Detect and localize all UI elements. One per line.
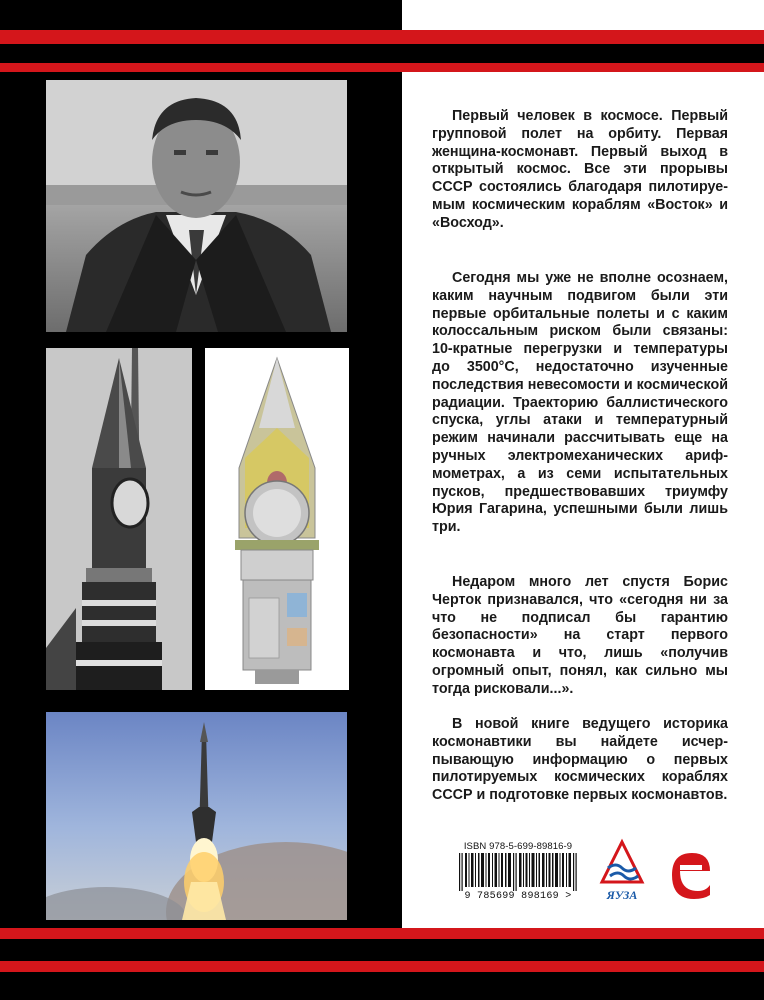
top-red-stripe-thin <box>0 63 764 72</box>
text-paragraph-1 <box>432 108 728 233</box>
yauza-logo-label: ЯУЗА <box>606 888 638 902</box>
spacecraft-cutaway-diagram <box>205 348 349 690</box>
eksmo-logo <box>664 845 716 901</box>
text-paragraph-2 <box>432 270 728 537</box>
paragraph-text-1: Первый человек в космосе. Первый групповой полет на орбиту. Первая женщина-космонавт. Первый выход в открытый космос. Все эти прорывы СССР состоялись благодаря пилотируемым космическим кораблям «Восток» и «Восход». <box>432 108 728 231</box>
bottom-red-stripe-1 <box>0 928 764 939</box>
paragraph-text-3: Недаром много лет спустя Борис Черток признавался, что «сегодня ни за что не подписал бы гарантию безопасности» на старт первого космонавта и что, лишь «получив огромный опыт, понял, как сильно мы тогда рисковали...». <box>432 574 728 697</box>
yauza-logo <box>596 838 648 904</box>
yauza-logo-icon <box>596 838 648 888</box>
top-red-stripe <box>0 30 764 44</box>
barcode-digits: 9 785699 898169 > <box>464 891 572 902</box>
bottom-black-band-2 <box>0 972 764 1000</box>
bottom-red-stripe-2 <box>0 961 764 972</box>
paragraph-text-2: Сегодня мы уже не вполне осознаем, каким научным подвигом были эти первые орбитальные полеты и с каким колоссальным риском были связаны: 10-кратные перегрузки и температуры до 3500°С, недостаточно изученные последствия невесомости и космической радиации. Траекторию баллистического спуска, углы атаки и температурный режим начинали рассчитывать еще на ручных электромеханических арифмометрах, а из семи испытательных пусков, предшествовавших триумфу Юрия Гагарина, успешными были лишь три. <box>432 270 728 536</box>
top-black-band <box>0 44 764 63</box>
rocket-photo <box>46 348 192 690</box>
isbn-label: ISBN 978-5-699-89816-9 <box>463 841 573 852</box>
isbn-barcode-block <box>451 841 585 903</box>
paragraph-text-4: В новой книге ведущего историка космонавтики вы найдете исчерпывающую информацию о первых пилотируемых космических кораблях СССР и подготовке первых космонавтов. <box>432 716 728 804</box>
portrait-photo <box>46 80 347 332</box>
text-paragraph-4 <box>432 716 728 805</box>
text-paragraph-3 <box>432 574 728 699</box>
bottom-black-band-1 <box>0 939 764 961</box>
barcode-icon <box>457 853 581 891</box>
eksmo-logo-icon <box>664 845 716 901</box>
rocket-launch-photo <box>46 712 347 920</box>
